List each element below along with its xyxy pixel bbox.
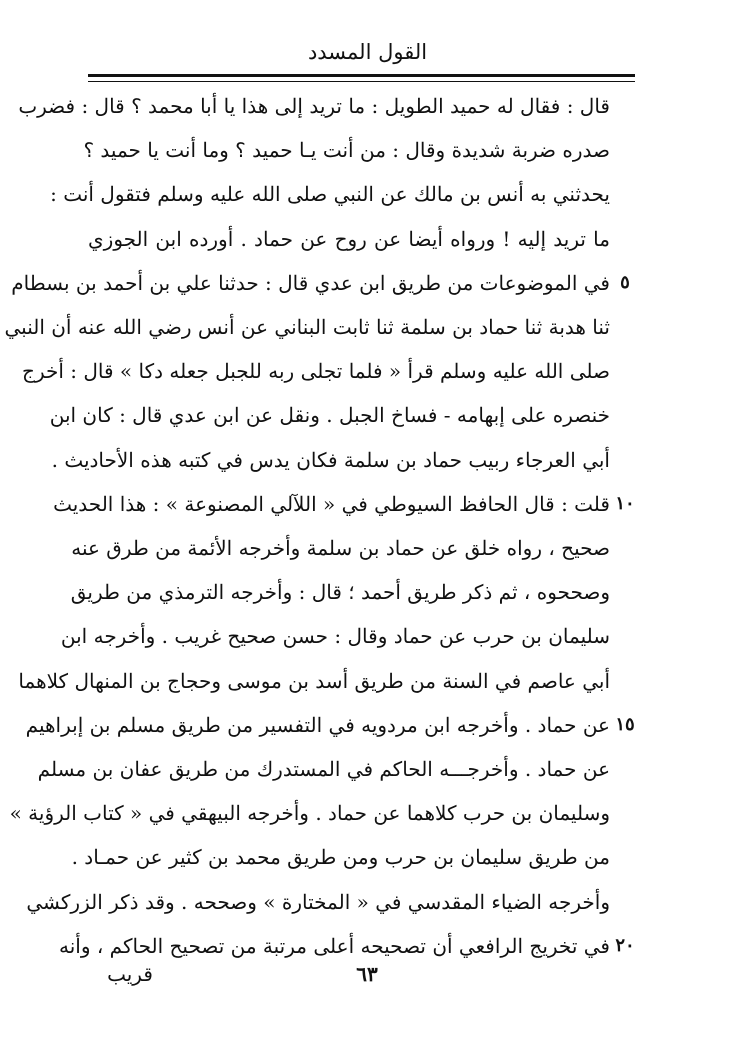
- text-line: ثنا هدبة ثنا حماد بن سلمة ثنا ثابت البناني عن أنس رضي الله عنه أن النبي: [4, 315, 610, 339]
- text-line: صحيح ، رواه خلق عن حماد بن سلمة وأخرجه الأئمة من طرق عنه: [71, 536, 610, 560]
- text-line: قال : فقال له حميد الطويل : ما تريد إلى هذا يا أبا محمد ؟ قال : فضرب: [18, 94, 610, 118]
- catchword: قريب: [107, 962, 153, 986]
- line-number-marker: ٥: [620, 272, 630, 293]
- text-line: صلى الله عليه وسلم قرأ « فلما تجلى ربه للجبل جعله دكا » قال : أخرج: [22, 359, 610, 383]
- text-line: سليمان بن حرب عن حماد وقال : حسن صحيح غريب . وأخرجه ابن: [60, 624, 610, 648]
- text-line: ما تريد إليه ! ورواه أيضا عن روح عن حماد . أورده ابن الجوزي: [88, 227, 610, 251]
- line-number-marker: ١٠: [615, 493, 635, 514]
- text-line: وصححوه ، ثم ذكر طريق أحمد ؛ قال : وأخرجه الترمذي من طريق: [70, 580, 610, 604]
- header-rule-thick: [88, 74, 635, 77]
- running-header-title: القول المسدد: [307, 40, 428, 64]
- text-line: يحدثني به أنس بن مالك عن النبي صلى الله عليه وسلم فتقول أنت :: [50, 182, 610, 206]
- line-number-marker: ١٥: [615, 714, 635, 735]
- text-line: وسليمان بن حرب كلاهما عن حماد . وأخرجه البيهقي في « كتاب الرؤية »: [9, 801, 610, 825]
- header-rule-thin: [88, 81, 635, 82]
- text-line: عن حماد . وأخرجه ابن مردويه في التفسير من طريق مسلم بن إبراهيم: [25, 713, 610, 737]
- line-number-marker: ٢٠: [615, 935, 635, 956]
- text-line: في تخريج الرافعي أن تصحيحه أعلى مرتبة من تصحيح الحاكم ، وأنه: [58, 934, 610, 958]
- text-line: قلت : قال الحافظ السيوطي في « اللآلي المصنوعة » : هذا الحديث: [53, 492, 610, 516]
- text-line: خنصره على إبهامه - فساخ الجبل . ونقل عن ابن عدي قال : كان ابن: [49, 403, 610, 427]
- page-number: ٦٣: [356, 962, 378, 986]
- text-line: أبي عاصم في السنة من طريق أسد بن موسى وحجاج بن المنهال كلاهما: [18, 669, 610, 693]
- text-line: أبي العرجاء ربيب حماد بن سلمة فكان يدس في كتبه هذه الأحاديث .: [51, 448, 610, 472]
- text-line: من طريق سليمان بن حرب ومن طريق محمد بن كثير عن حمـاد .: [71, 845, 610, 869]
- text-line: صدره ضربة شديدة وقال : من أنت يـا حميد ؟ وما أنت يا حميد ؟: [83, 138, 610, 162]
- text-line: وأخرجه الضياء المقدسي في « المختارة » وصححه . وقد ذكر الزركشي: [26, 890, 610, 914]
- text-line: في الموضوعات من طريق ابن عدي قال : حدثنا علي بن أحمد بن بسطام: [11, 271, 610, 295]
- text-line: عن حماد . وأخرجـــه الحاكم في المستدرك من طريق عفان بن مسلم: [37, 757, 610, 781]
